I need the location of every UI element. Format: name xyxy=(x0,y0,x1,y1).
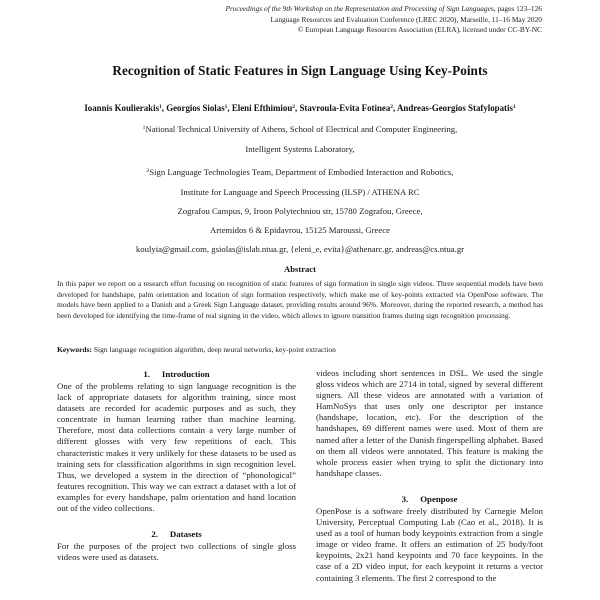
license-line: © European Language Resources Association (ELRA), licensed under CC-BY-NC xyxy=(297,25,542,34)
affiliation-mark: 1 xyxy=(512,104,516,110)
abstract-heading: Abstract xyxy=(284,264,316,274)
affiliation-mark: 1 xyxy=(159,104,162,110)
proceedings-line-2: Language Resources and Evaluation Conference (LREC 2020), Marseille, 11–16 May 2020 xyxy=(270,14,542,24)
author: Stavroula-Evita Fotinea xyxy=(299,103,391,113)
openpose-paragraph: OpenPose is a software freely distributed by Carnegie Melon University, Perceptual Computing Lab (Cao et al., 2018). It is used as a tool of human body keypoints extraction from a single image or video frame. It offers an estimation of 25 body/foot keypoints, 2x21 hand keypoints and 70 face keypoints. In the case of a 2D video input, for each keypoint it returns a vector containing 3 elements. The first 2 correspond to the xyxy=(316,505,543,583)
section-heading-introduction: 1. Introduction xyxy=(143,369,210,379)
introduction-paragraph: One of the problems relating to sign language recognition is the lack of appropriate datasets for algorithm training, since most datasets are recorded for academic purposes and as such, they concentrate in human learning rather than machine learning. Therefore, most data collections contain a very large number of different glosses with very few repetitions of each. This characteristic makes it very unlikely for these datasets to be used as training sets for classification algorithms in sign recognition level. Thus, we developed a system in the direction of “phonological” features recognition. This way we can extract a dataset with a lot of examples for every handshape, palm orientation and hand location out of the video collections. xyxy=(57,381,296,514)
keywords-label: Keywords: xyxy=(57,345,92,354)
author-emails: koulyia@gmail.com, gsiolas@islab.ntua.gr, {eleni_e, evita}@athenarc.gr, andreas@cs.ntua.gr xyxy=(135,244,465,254)
left-column xyxy=(57,368,296,563)
paper-title: Recognition of Static Features in Sign Language Using Key-Points xyxy=(112,63,488,78)
abstract-text: In this paper we report on a research effort focusing on recognition of static features of sign formation in single sign videos. Three sequential models have been developed for handshape, palm orientation and location of sign formation respectively, which make use of key-points extracted via OpenPose software. The models have been applied to a Danish and a Greek Sign Language dataset, providing results around 96%. Moreover, during the reported research, a method has been developed for identifying the time-frame of real signing in the video, which allows to ignore transition frames during sign recognition processing. xyxy=(57,279,543,321)
affiliation-2-line-1: $^2$Sign Language Technologies Team, Department of Embodied Interaction and Robotics, xyxy=(146,167,454,177)
keywords xyxy=(57,345,543,354)
datasets-continued-paragraph: videos including short sentences in DSL. We used the single gloss videos which are 2714 in total, signed by several different signers. All these videos are annotated with a variation of HamNoSys that uses only one descriptor per instance (handshape, location, etc). For the description of the handshapes, 69 different names were used. Most of them are named after a letter of the Danish fingerspelling alphabet. Based on them all videos were annotated. This feature is making the whole process easier when trying to split the dictionary into handshape classes. xyxy=(316,368,543,478)
affiliation-2-line-2: Institute for Language and Speech Processing (ILSP) / ATHENA RC xyxy=(180,187,420,197)
affiliation-mark: 1 xyxy=(224,104,228,110)
proceedings-line-1: Proceedings of the 9th Workshop on the Representation and Processing of Sign Languages, pages 123–126 xyxy=(225,4,542,13)
affiliation-mark: 2 xyxy=(390,104,394,110)
author: Ioannis Koulierakis xyxy=(84,103,160,113)
affiliation-2-line-4: Artemidos 6 & Epidavrou, 15125 Maroussi, Greece xyxy=(210,225,390,235)
affiliation-1-line-1: $^1$National Technical University of Athens, School of Electrical and Computer Engineering, xyxy=(142,124,458,134)
author-list: Ioannis Koulierakis$^1$, Georgios Siolas$^1$, Eleni Efthimiou$^2$, Stavroula-Evita Fotinea$^2$, Andreas-Georgios Stafylopatis$^1$ xyxy=(84,103,516,113)
affiliation-2-line-3: Zografou Campus, 9, Iroon Polytechniou str, 15780 Zografou, Greece, xyxy=(177,206,423,216)
proceedings-header xyxy=(226,4,542,36)
keywords-text: Sign language recognition algorithm, deep neural networks, key-point extraction xyxy=(93,345,336,354)
author: Eleni Efthimiou xyxy=(231,103,293,113)
section-heading-openpose: 3. Openpose xyxy=(401,493,458,504)
author: Georgios Siolas xyxy=(166,103,225,113)
datasets-paragraph: For the purposes of the project two collections of single gloss videos were used as datasets. xyxy=(57,541,296,563)
affiliation-1-line-2: Intelligent Systems Laboratory, xyxy=(245,144,355,154)
section-heading-datasets: 2. Datasets xyxy=(151,529,202,540)
affiliation-mark: 2 xyxy=(292,104,296,110)
author: Andreas-Georgios Stafylopatis xyxy=(396,103,513,113)
right-column xyxy=(316,368,543,584)
